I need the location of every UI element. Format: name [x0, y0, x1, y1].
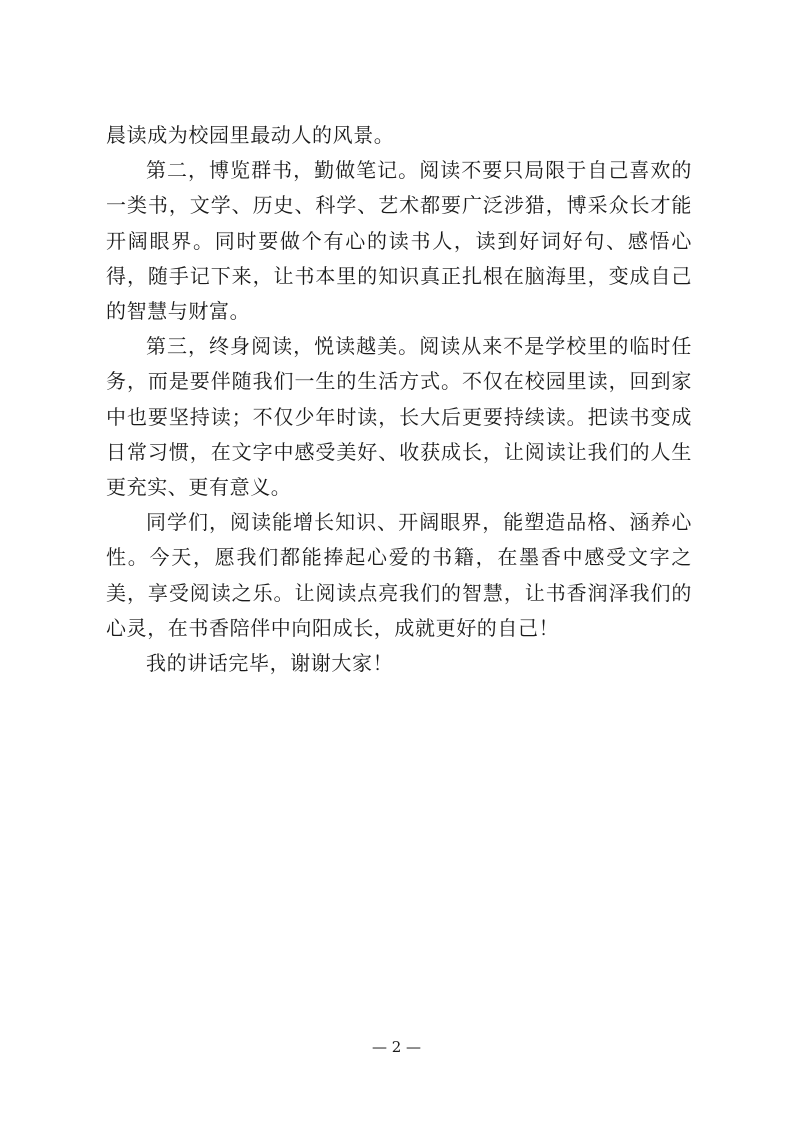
paragraph-conclusion: 同学们，阅读能增长知识、开阔眼界，能塑造品格、涵养心性。今天，愿我们都能捧起心爱的书籍，在墨香中感受文字之美，享受阅读之乐。让阅读点亮我们的智慧，让书香润泽我们的心灵，在书香陪伴中向阳成长，成就更好的自己！ [106, 510, 692, 640]
paragraph-closing: 我的讲话完毕，谢谢大家！ [146, 651, 394, 676]
paragraph-third-point: 第三，终身阅读，悦读越美。阅读从来不是学校里的临时任务，而是要伴随我们一生的生活方式。不仅在校园里读，回到家中也要坚持读；不仅少年时读，长大后更要持续读。把读书变成日常习惯，在文字中感受美好、收获成长，让阅读让我们的人生更充实、更有意义。 [106, 334, 692, 500]
paragraph-continued: 晨读成为校园里最动人的风景。 [106, 123, 395, 147]
paragraph-second-point: 第二，博览群书，勤做笔记。阅读不要只局限于自己喜欢的一类书，文学、历史、科学、艺术都要广泛涉猎，博采众长才能开阔眼界。同时要做个有心的读书人，读到好词好句、感悟心得，随手记下来，让书本里的知识真正扎根在脑海里，变成自己的智慧与财富。 [106, 158, 692, 324]
document-body [106, 118, 692, 681]
page-number: — 2 — [371, 1038, 422, 1056]
